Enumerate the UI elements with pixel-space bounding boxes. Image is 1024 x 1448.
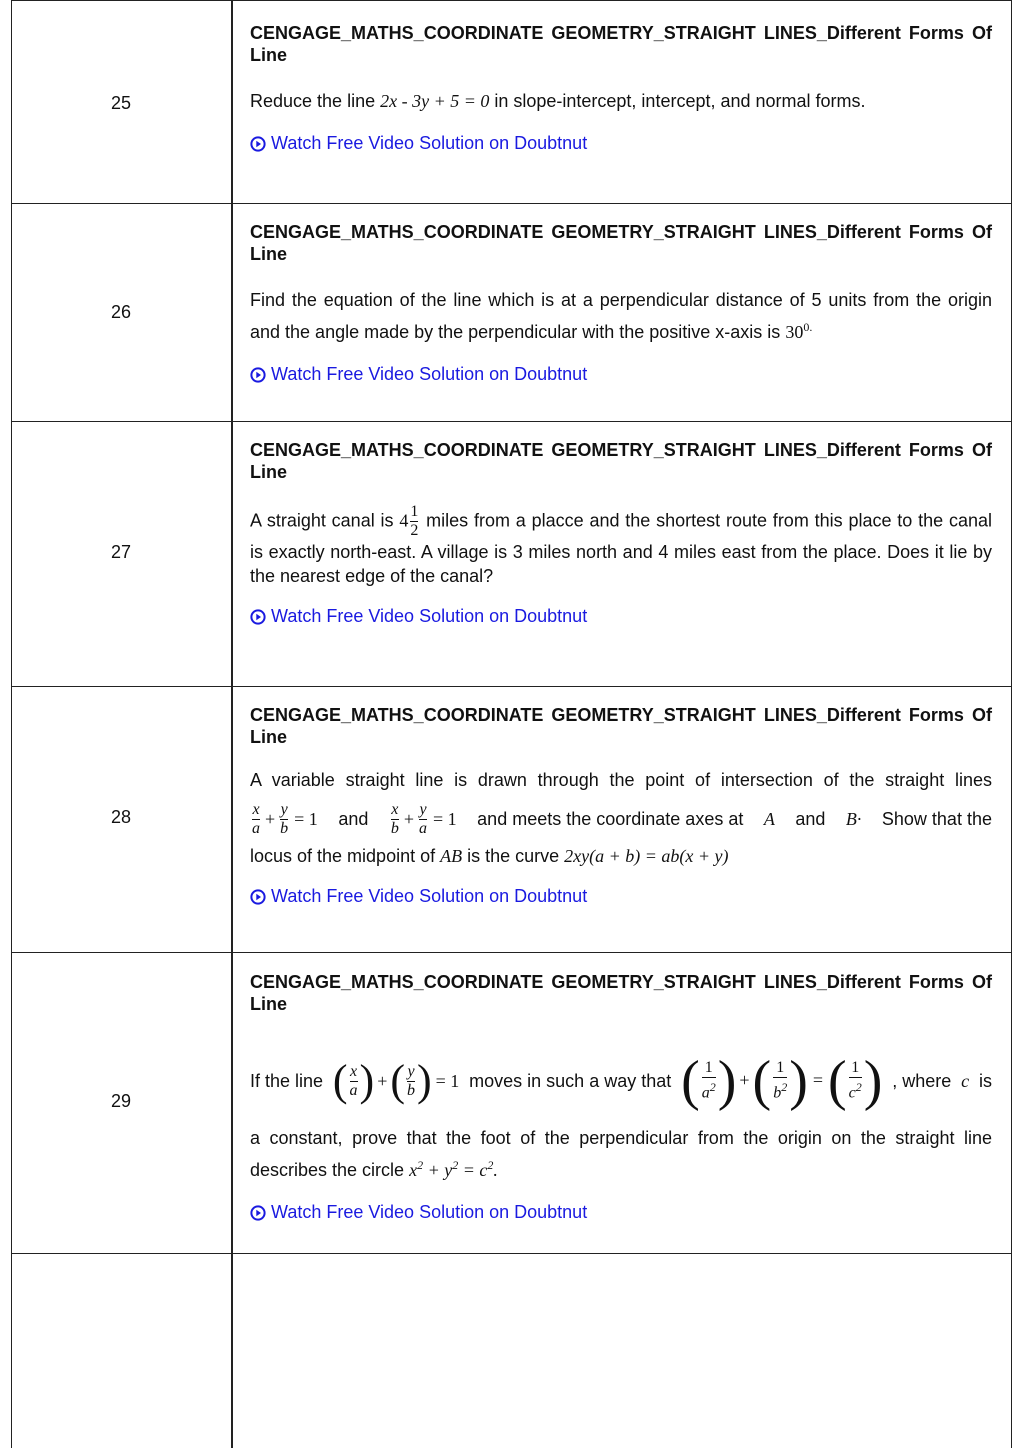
math-variable: + y — [423, 1160, 453, 1180]
watch-video-link[interactable] — [250, 1202, 992, 1223]
watch-video-label[interactable]: Watch Free Video Solution on Doubtnut — [271, 606, 588, 626]
question-text-part: If the line — [250, 1070, 324, 1091]
play-circle-icon — [250, 889, 266, 905]
question-number: 29 — [110, 1091, 132, 1111]
line-equation: ( $\frac{x}{a}$ ) + ( $\frac{y}{b}$ ) = 1 — [332, 1056, 460, 1105]
math-fraction — [849, 1059, 862, 1102]
question-text-part: , where — [892, 1070, 952, 1091]
question-text-part: is the curve — [462, 846, 565, 866]
question-number: 26 — [110, 302, 132, 322]
watch-video-link[interactable] — [250, 133, 992, 154]
question-text-part: Show that the — [881, 808, 992, 829]
question-text-part: Reduce the line — [250, 91, 381, 111]
question-text-part: A straight canal is — [250, 510, 400, 531]
table-row — [11, 422, 1012, 687]
table-row — [11, 0, 1012, 204]
math-expression: 2xy(a + b) = ab(x + y) — [564, 846, 729, 866]
watch-video-label[interactable]: Watch Free Video Solution on Doubtnut — [271, 1202, 588, 1222]
question-content — [250, 221, 992, 385]
fraction-numerator: y — [407, 1062, 415, 1080]
math-fraction — [702, 1059, 716, 1102]
question-math-line — [250, 1037, 992, 1125]
fraction-numerator: 1 — [851, 1059, 860, 1077]
fraction-numerator: x — [349, 1062, 358, 1080]
watch-video-label[interactable]: Watch Free Video Solution on Doubtnut — [271, 886, 588, 906]
math-fraction — [419, 801, 427, 838]
math-superscript: 2 — [417, 1158, 424, 1172]
math-superscript: 2 — [709, 1080, 716, 1095]
question-number: 25 — [110, 93, 132, 113]
question-text — [250, 844, 992, 868]
math-expression — [409, 1160, 498, 1180]
watch-video-label[interactable]: Watch Free Video Solution on Doubtnut — [271, 364, 588, 384]
category-heading: CENGAGE_MATHS_COORDINATE GEOMETRY_STRAIGHT LINES_Different Forms Of Line — [250, 23, 992, 65]
question-text-part: A variable straight line is drawn through the point of intersection of the straight lines — [250, 770, 992, 790]
question-text-part: Find the equation of the line which is at a perpendicular distance of 5 units from the origin and the angle made by the perpendicular with the positive x-axis is — [250, 290, 992, 342]
question-text-part: locus of the midpoint of — [250, 846, 441, 866]
equation-1: $\frac{x}{a}$ + $\frac{y}{b}$ = 1 — [252, 800, 318, 837]
math-expression: c — [961, 1070, 970, 1091]
math-variable: c — [848, 1084, 856, 1102]
fraction-numerator: 1 — [704, 1059, 713, 1077]
math-superscript: 2 — [781, 1080, 788, 1095]
fraction-denominator — [849, 1078, 862, 1102]
math-fraction — [410, 503, 418, 540]
condition-equation: ( $\frac{1}{a^2}$ ) + ( $\frac{1}{b^2}$ ) = ( $\frac{1}{c^2}$ ) — [681, 1049, 883, 1112]
question-text-part: a constant, prove that the foot of the perpendicular from the origin on the straight line describes the circle — [250, 1128, 992, 1180]
category-heading: CENGAGE_MATHS_COORDINATE GEOMETRY_STRAIGHT LINES_Different Forms Of Line — [250, 222, 992, 264]
math-expression: 30 — [785, 322, 804, 342]
math-expression: = 1 — [435, 1070, 460, 1091]
question-content — [250, 439, 992, 627]
question-text-part: is — [978, 1070, 992, 1091]
fraction-numerator: 1 — [776, 1059, 785, 1077]
category-heading: CENGAGE_MATHS_COORDINATE GEOMETRY_STRAIGHT LINES_Different Forms Of Line — [250, 705, 992, 747]
math-fraction — [407, 1063, 415, 1100]
play-circle-icon — [250, 367, 266, 383]
math-expression: A — [763, 808, 775, 829]
math-fraction — [773, 1059, 787, 1102]
question-text-part: miles from a placce and the shortest route from this place to the canal is exactly north-east. A village is 3 miles north and 4 miles east from the place. Does it lie by the nearest edge of the canal? — [250, 510, 992, 586]
watch-video-link[interactable] — [250, 886, 992, 907]
fraction-numerator: y — [419, 800, 427, 818]
math-expression: AB — [440, 846, 463, 866]
question-number: 27 — [110, 542, 132, 562]
play-circle-icon — [250, 1205, 266, 1221]
math-expression: 2x - 3y + 5 = 0 — [380, 91, 490, 111]
fraction-denominator: b — [390, 819, 399, 837]
question-text-part: and — [338, 808, 369, 829]
table-row-empty — [11, 1254, 1012, 1448]
question-text-part: and — [795, 808, 826, 829]
math-expression: = 1 — [433, 808, 457, 829]
watch-video-label[interactable]: Watch Free Video Solution on Doubtnut — [271, 133, 588, 153]
math-expression: B· — [845, 808, 862, 829]
question-content — [250, 22, 992, 154]
math-expression: = 1 — [294, 808, 318, 829]
table-row — [11, 687, 1012, 953]
math-variable: x — [409, 1160, 418, 1180]
fraction-numerator: x — [252, 800, 260, 818]
question-text — [250, 1125, 992, 1184]
question-text — [250, 503, 992, 588]
question-text — [250, 768, 992, 792]
watch-video-link[interactable] — [250, 606, 992, 627]
question-content — [250, 704, 992, 907]
question-text-part: in slope-intercept, intercept, and normal forms. — [489, 91, 866, 111]
play-circle-icon — [250, 136, 266, 152]
math-fraction — [350, 1063, 358, 1100]
fraction-denominator: b — [407, 1081, 415, 1099]
fraction-numerator: x — [391, 800, 399, 818]
fraction-numerator: 1 — [410, 503, 419, 520]
math-variable: b — [773, 1084, 782, 1102]
fraction-numerator: y — [280, 800, 288, 818]
question-text-part: and meets the coordinate axes at — [477, 808, 744, 829]
math-expression: 4 — [399, 510, 409, 531]
math-fraction — [280, 801, 288, 838]
math-punctuation: . — [493, 1160, 498, 1180]
math-variable: a — [701, 1084, 710, 1102]
math-superscript: 2 — [487, 1158, 494, 1172]
fraction-denominator: a — [419, 819, 428, 837]
question-text — [250, 287, 992, 346]
math-superscript: 2 — [452, 1158, 459, 1172]
math-superscript: 0. — [803, 320, 813, 334]
fraction-denominator: a — [252, 819, 260, 837]
question-text-part: moves in such a way that — [469, 1070, 672, 1091]
table-row — [11, 953, 1012, 1254]
math-fraction — [252, 801, 260, 838]
question-text — [250, 88, 992, 115]
question-content — [250, 971, 992, 1223]
fraction-denominator — [773, 1078, 787, 1102]
fraction-denominator: a — [349, 1081, 358, 1099]
category-heading: CENGAGE_MATHS_COORDINATE GEOMETRY_STRAIGHT LINES_Different Forms Of Line — [250, 972, 992, 1014]
math-variable: = c — [458, 1160, 488, 1180]
category-heading: CENGAGE_MATHS_COORDINATE GEOMETRY_STRAIGHT LINES_Different Forms Of Line — [250, 440, 992, 482]
play-circle-icon — [250, 609, 266, 625]
equation-2: $\frac{x}{b}$ + $\frac{y}{a}$ = 1 — [390, 800, 457, 837]
math-fraction — [391, 801, 399, 838]
table-row — [11, 204, 1012, 422]
fraction-denominator: b — [280, 819, 289, 837]
math-superscript: 2 — [855, 1080, 862, 1095]
watch-video-link[interactable] — [250, 364, 992, 385]
question-math-line — [250, 794, 992, 844]
fraction-denominator: 2 — [410, 522, 419, 539]
question-number: 28 — [110, 807, 132, 827]
fraction-denominator — [702, 1078, 716, 1102]
